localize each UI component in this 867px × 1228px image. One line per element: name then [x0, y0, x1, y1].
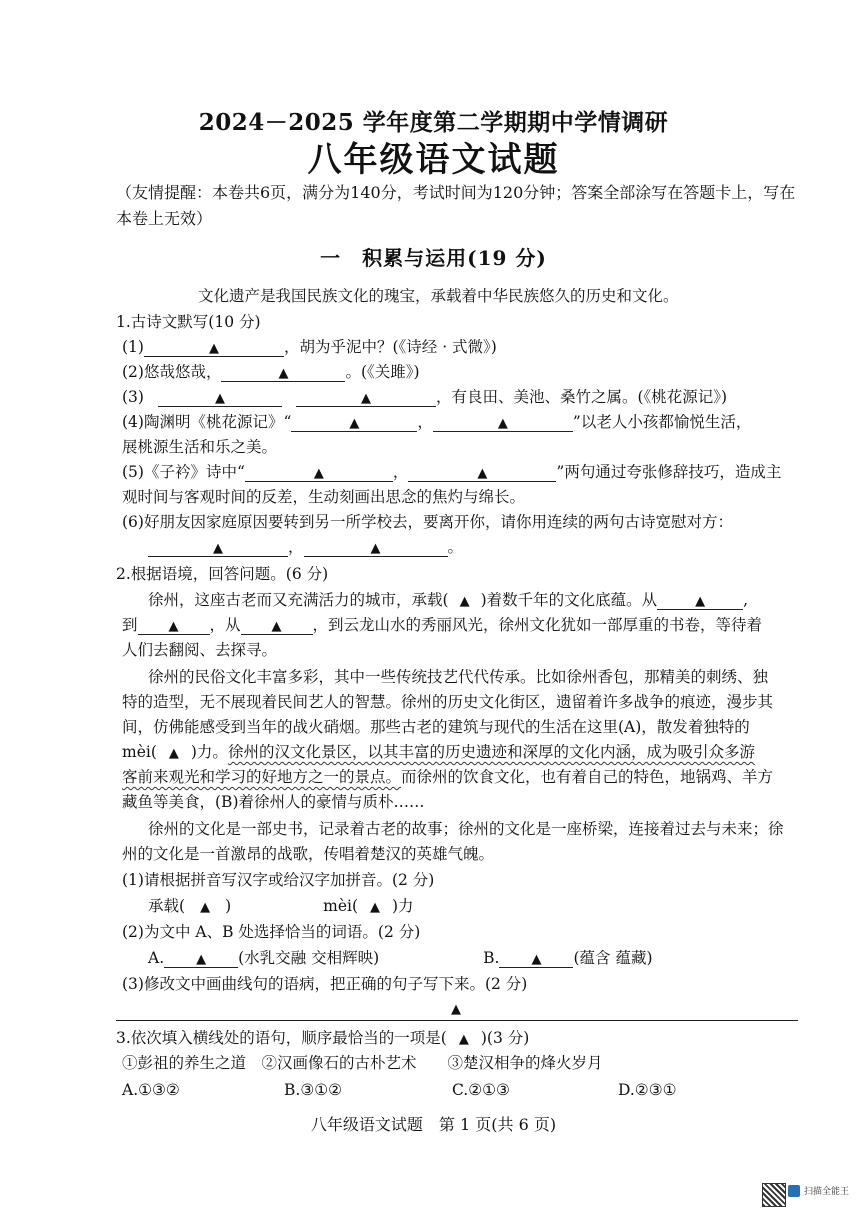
triangle-marker-icon: ▲: [360, 391, 371, 406]
q2-sub2-answers: A. ▲ (水乳交融 交相辉映) B. ▲ (蕴含 蕴藏): [148, 949, 653, 967]
answer-blank[interactable]: [291, 413, 417, 432]
answer-line[interactable]: [116, 1020, 798, 1021]
triangle-marker-icon: ▲: [349, 416, 360, 431]
triangle-marker-icon: ▲: [168, 746, 179, 761]
q2-sub3: (3)修改文中画曲线句的语病，把正确的句子写下来。(2 分): [122, 975, 528, 993]
triangle-marker-icon: ▲: [531, 952, 542, 967]
wavy-sentence: 客前来观光和学习的好地方之一的景点。: [122, 768, 402, 786]
triangle-marker-icon: ▲: [477, 466, 488, 481]
q2-para2-line3: 间，仿佛能感受到当年的战火硝烟。那些古老的建筑与现代的生活在这里(A)，散发着独特的: [122, 718, 750, 736]
q1-item4: (4)陶渊明《桃花源记》“ ▲ ， ▲ ”以老人小孩都愉悦生活，: [122, 413, 752, 431]
triangle-marker-icon[interactable]: ▲: [370, 900, 380, 915]
triangle-marker-icon: ▲: [497, 416, 508, 431]
q3-choice-a[interactable]: A.①③②: [122, 1081, 180, 1099]
answer-blank[interactable]: [304, 538, 448, 557]
answer-blank[interactable]: [296, 388, 436, 407]
q2-title: 2.根据语境，回答问题。(6 分): [116, 565, 329, 583]
q2-sub1: (1)请根据拼音写汉字或给汉字加拼音。(2 分): [122, 871, 435, 889]
answer-blank[interactable]: [433, 413, 573, 432]
triangle-marker-icon: ▲: [196, 952, 207, 967]
answer-blank[interactable]: [245, 463, 393, 482]
triangle-marker-icon[interactable]: ▲: [458, 1032, 469, 1047]
q1-item4-cont: 展桃源生活和乐之美。: [122, 438, 278, 456]
q1-item6-blanks: ▲ ， ▲ 。: [148, 535, 463, 560]
answer-blank[interactable]: [408, 463, 556, 482]
q2-para1-line2: 到 ▲ ，从 ▲ ，到云龙山水的秀丽风光，徐州文化犹如一部厚重的书卷，等待着: [122, 616, 763, 634]
answer-blank[interactable]: [164, 949, 238, 968]
q2-sub1-answers: 承载( ▲ ) mèi( ▲ )力: [148, 894, 414, 920]
q3-options-text: ①彭祖的养生之道 ②汉画像石的古朴艺术 ③楚汉相争的烽火岁月: [122, 1054, 603, 1072]
answer-blank[interactable]: [241, 616, 313, 635]
triangle-marker-icon: ▲: [214, 391, 225, 406]
q2-para2-line5: 客前来观光和学习的好地方之一的景点。而徐州的饮食文化，也有着自己的特色，地锅鸡、羊方: [122, 768, 774, 786]
triangle-marker-icon: ▲: [278, 366, 289, 381]
q3-choice-b[interactable]: B.③①②: [284, 1081, 343, 1099]
section-intro: 文化遗产是我国民族文化的瑰宝，承载着中华民族悠久的历史和文化。: [198, 287, 679, 305]
q3-choice-c[interactable]: C.②①③: [452, 1081, 510, 1099]
triangle-marker-icon: ▲: [695, 594, 706, 609]
answer-blank[interactable]: [657, 591, 743, 610]
triangle-marker-icon: ▲: [451, 1002, 461, 1017]
q2-sub2: (2)为文中 A、B 处选择恰当的词语。(2 分): [122, 923, 421, 941]
answer-blank[interactable]: [221, 363, 345, 382]
q1-item2: (2)悠哉悠哉， ▲ 。(《关雎》): [122, 363, 420, 381]
qr-code-icon: [762, 1183, 786, 1207]
q3-title: 3.依次填入横线处的语句，顺序最恰当的一项是( ▲ )(3 分): [116, 1026, 529, 1052]
wavy-sentence: 徐州的汉文化景区，以其丰富的历史遗迹和深厚的文化内涵，成为吸引众多游: [227, 743, 755, 761]
triangle-marker-icon: ▲: [168, 619, 179, 634]
triangle-marker-icon: ▲: [313, 466, 324, 481]
q2-para2-line4: mèi( ▲ )力。徐州的汉文化景区，以其丰富的历史遗迹和深厚的文化内涵，成为吸引众多游: [122, 740, 755, 766]
q1-item6: (6)好朋友因家庭原因要转到另一所学校去，要离开你，请你用连续的两句古诗宽慰对方：: [122, 513, 733, 531]
cs-logo-icon: [788, 1185, 800, 1197]
triangle-marker-icon: ▲: [213, 541, 223, 556]
q3-choice-d[interactable]: D.②③①: [618, 1081, 677, 1099]
q1-item3: (3) ▲ ▲ ，有良田、美池、桑竹之属。(《桃花源记》): [122, 388, 728, 406]
q1-item5: (5)《子衿》诗中“ ▲ ， ▲ ”两句通过夸张修辞技巧，造成主: [122, 463, 782, 481]
q1-item1: (1) ▲ ，胡为乎泥中？(《诗经 · 式微》): [122, 338, 497, 356]
q2-para3-line1: 徐州的文化是一部史书，记录着古老的故事；徐州的文化是一座桥梁，连接着过去与未来；徐: [148, 820, 784, 838]
q1-title: 1.古诗文默写(10 分): [116, 313, 261, 331]
triangle-marker-icon: ▲: [459, 594, 470, 609]
q2-para1-line1: 徐州，这座古老而又充满活力的城市，承载( ▲ )着数千年的文化底蕴。从 ▲ ,: [148, 588, 748, 614]
answer-blank[interactable]: [138, 616, 210, 635]
section-title: 一 积累与运用(19 分): [320, 246, 547, 270]
answer-blank[interactable]: [158, 388, 282, 407]
q1-item5-cont: 观时间与客观时间的反差，生动刻画出思念的焦灼与绵长。: [122, 488, 526, 506]
triangle-marker-icon: ▲: [271, 619, 282, 634]
q2-para2-line1: 徐州的民俗文化丰富多彩，其中一些传统技艺代代传承。比如徐州香包，那精美的刺绣、独: [148, 668, 769, 686]
q2-para1-line3: 人们去翻阅、去探寻。: [122, 641, 278, 659]
answer-blank[interactable]: [499, 949, 573, 968]
answer-blank[interactable]: [144, 338, 284, 357]
q2-para2-line2: 特的造型，无不展现着民间艺人的智慧。徐州的历史文化街区，遗留着许多战争的痕迹，漫步其: [122, 693, 774, 711]
page-footer: 八年级语文试题 第 1 页(共 6 页): [310, 1115, 557, 1134]
triangle-marker-icon[interactable]: ▲: [200, 900, 211, 915]
scanner-watermark: 扫描全能王: [804, 1186, 850, 1196]
q2-para2-line6: 藏鱼等美食，(B)着徐州人的豪情与质朴……: [122, 793, 425, 811]
triangle-marker-icon: ▲: [208, 341, 219, 356]
answer-blank[interactable]: [148, 538, 288, 557]
q2-para3-line2: 州的文化是一首激昂的战歌，传唱着楚汉的英雄气魄。: [122, 845, 495, 863]
triangle-marker-icon: ▲: [370, 541, 381, 556]
exam-subtitle: 八年级语文试题: [307, 140, 560, 180]
exam-note: （友情提醒：本卷共6页，满分为140分，考试时间为120分钟；答案全部涂写在答题卡上，写在本卷上无效）: [116, 183, 796, 228]
exam-title: 2024－2025 学年度第二学期期中学情调研: [198, 109, 669, 136]
